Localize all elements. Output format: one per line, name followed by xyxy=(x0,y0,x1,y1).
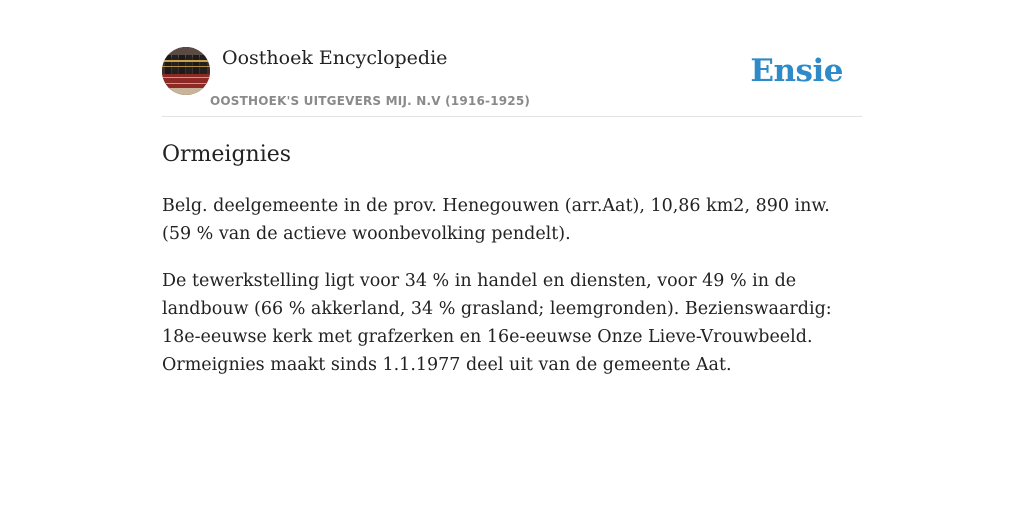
entry-paragraph: De tewerkstelling ligt voor 34 % in handel en diensten, voor 49 % in de landbouw (66 % akkerland, 34 % grasland; leemgronden). Bezienswaardig: 18e-eeuwse kerk met grafzerken en 16e-eeuwse Onze Lieve-Vrouwbeeld. Ormeignies maakt sinds 1.1.1977 deel uit van de gemeente Aat. xyxy=(162,271,832,375)
source-subtitle: OOSTHOEK'S UITGEVERS MIJ. N.V (1916-1925) xyxy=(210,94,531,108)
source-header xyxy=(162,46,862,117)
entry-body xyxy=(162,192,862,398)
source-title[interactable]: Oosthoek Encyclopedie xyxy=(222,47,448,69)
entry-title: Ormeignies xyxy=(162,142,292,167)
brand-logo-link[interactable]: Ensie xyxy=(750,53,843,89)
encyclopedia-books-icon[interactable] xyxy=(162,47,210,95)
entry-paragraph: Belg. deelgemeente in de prov. Henegouwen (arr.Aat), 10,86 km2, 890 inw. (59 % van de actieve woonbevolking pendelt). xyxy=(162,196,830,244)
